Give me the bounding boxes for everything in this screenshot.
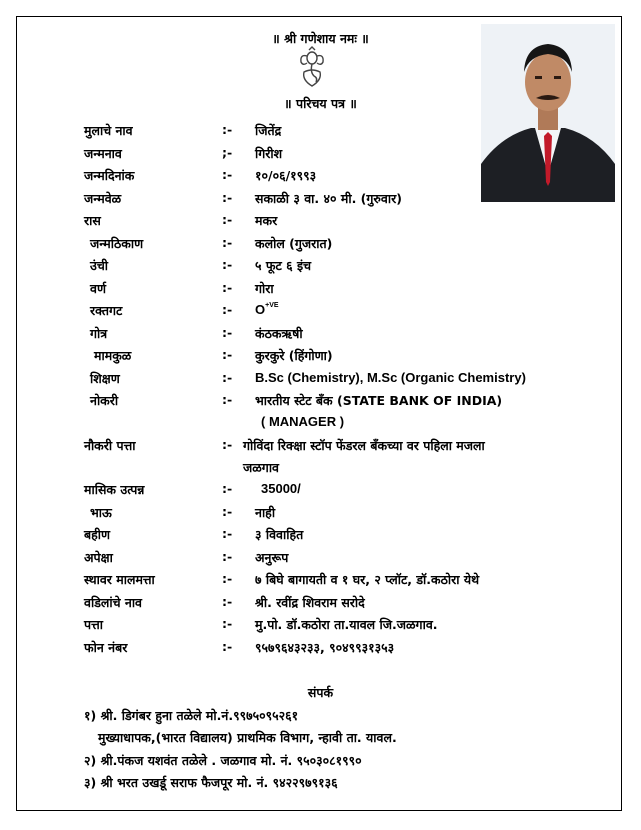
field-value: ७ बिघे बागायती व १ घर, २ प्लॉट, डॉ.कठोरा येथे [255, 572, 480, 587]
field-row [0, 167, 641, 187]
field-row [0, 639, 641, 659]
field-label: जन्मनाव [84, 146, 122, 161]
ganesh-icon [294, 46, 330, 90]
field-label: जन्मठिकाण [90, 236, 144, 251]
field-sep: :- [222, 392, 233, 407]
field-value: ( MANAGER ) [261, 414, 345, 429]
field-row [0, 190, 641, 210]
field-value: 35000/ [261, 481, 301, 496]
field-row [0, 616, 641, 636]
field-value: गिरीश [255, 146, 283, 161]
field-sep: :- [222, 481, 233, 496]
field-sep: :- [222, 504, 233, 519]
biodata-title: ॥ परिचय पत्र ॥ [284, 96, 357, 111]
contact-line: २) श्री.पंकज यशवंत तळेले . जळगाव मो. नं. ९५०३०८१९९० [84, 753, 362, 768]
field-label: रास [84, 213, 101, 228]
field-value: श्री. रवींद्र शिवराम सरोदे [255, 595, 365, 610]
contact-title: संपर्क [307, 685, 334, 700]
field-value: नाही [255, 505, 276, 520]
field-row [0, 526, 641, 546]
field-row [0, 504, 641, 524]
invocation-heading: ॥ श्री गणेशाय नमः ॥ [272, 31, 369, 46]
field-sep: :- [222, 526, 233, 541]
field-sep: :- [222, 571, 233, 586]
field-label: उंची [90, 258, 109, 273]
blood-group-sup: +VE [265, 302, 279, 309]
field-row [0, 594, 641, 614]
field-row [0, 235, 641, 255]
field-label: शिक्षण [90, 371, 120, 386]
field-sep: :- [222, 212, 233, 227]
field-row [0, 370, 641, 390]
field-label: गोत्र [90, 326, 108, 341]
blood-group-value: O [255, 302, 266, 317]
field-value: गोरा [255, 281, 274, 296]
field-value: कंठकऋषी [255, 326, 303, 341]
field-row [0, 302, 641, 322]
field-sep: :- [222, 639, 233, 654]
field-sep: :- [222, 235, 233, 250]
field-row [0, 280, 641, 300]
field-value: ९५७९६४३२३३, ९०४९९३१३५३ [255, 640, 395, 655]
field-sep: :- [222, 122, 233, 137]
field-row [0, 481, 641, 501]
field-sep: :- [222, 437, 233, 452]
field-label: पत्ता [84, 617, 103, 632]
field-label: नौकरी पत्ता [84, 438, 136, 453]
field-row [0, 325, 641, 345]
field-row [0, 257, 641, 277]
field-value: ३ विवाहित [255, 527, 304, 542]
field-sep: :- [222, 616, 233, 631]
field-sep: :- [222, 347, 233, 362]
field-label: जन्मदिनांक [84, 168, 135, 183]
field-sep: ;- [222, 145, 233, 160]
field-value: भारतीय स्टेट बँक (STATE BANK OF INDIA) [255, 393, 503, 408]
field-row [0, 145, 641, 165]
field-label: नोकरी [90, 393, 119, 408]
field-value [255, 302, 279, 317]
field-row [0, 122, 641, 142]
field-label: अपेक्षा [84, 550, 113, 565]
field-row [0, 459, 641, 479]
field-value: मकर [255, 213, 278, 228]
contact-line: ३) श्री भरत उखर्डू सराफ फैजपूर मो. नं. ९४२२९७९१३६ [84, 775, 338, 790]
field-label: फोन नंबर [84, 640, 128, 655]
field-label: मामकुळ [94, 348, 132, 363]
field-sep: :- [222, 280, 233, 295]
field-row [0, 212, 641, 232]
field-value: B.Sc (Chemistry), M.Sc (Organic Chemistry) [255, 370, 526, 385]
field-value: ५ फूट ६ इंच [255, 258, 312, 273]
field-sep: :- [222, 325, 233, 340]
field-label: बहीण [84, 527, 111, 542]
field-row [0, 571, 641, 591]
field-sep: :- [222, 167, 233, 182]
field-row [0, 347, 641, 367]
field-value: कलोल (गुजरात) [255, 236, 333, 251]
field-sep: :- [222, 302, 233, 317]
field-label: जन्मवेळ [84, 191, 122, 206]
contact-line: १) श्री. डिगंबर हुना तळेले मो.नं.९९७५०९५२६१ [84, 708, 299, 723]
field-value: कुरकुरे (हिंगोणा) [255, 348, 333, 363]
field-label: मासिक उत्पन्न [84, 482, 145, 497]
field-label: भाऊ [90, 505, 112, 520]
field-sep: :- [222, 370, 233, 385]
field-row [0, 549, 641, 569]
field-value: सकाळी ३ वा. ४० मी. (गुरुवार) [255, 191, 402, 206]
field-row [0, 414, 641, 434]
contact-line: मुख्याधापक,(भारत विद्यालय) प्राथमिक विभाग, न्हावी ता. यावल. [98, 730, 397, 745]
field-value: अनुरूप [255, 550, 289, 565]
field-sep: :- [222, 257, 233, 272]
field-value: १०/०६/१९९३ [255, 168, 317, 183]
field-value: जितेंद्र [255, 123, 282, 138]
field-value: गोविंदा रिक्क्षा स्टॉप फेंडरल बँकच्या वर पहिला मजला [243, 438, 485, 453]
field-sep: :- [222, 190, 233, 205]
field-value: मु.पो. डॉ.कठोरा ता.यावल जि.जळगाव. [255, 617, 438, 632]
field-label: रक्तगट [90, 303, 123, 318]
field-label: वर्ण [90, 281, 106, 296]
field-sep: :- [222, 549, 233, 564]
field-row [0, 392, 641, 412]
field-label: मुलाचे नाव [84, 123, 133, 138]
field-label: वडिलांचे नाव [84, 595, 143, 610]
field-row [0, 437, 641, 457]
field-value: जळगाव [243, 460, 280, 475]
field-sep: :- [222, 594, 233, 609]
field-label: स्थावर मालमत्ता [84, 572, 155, 587]
